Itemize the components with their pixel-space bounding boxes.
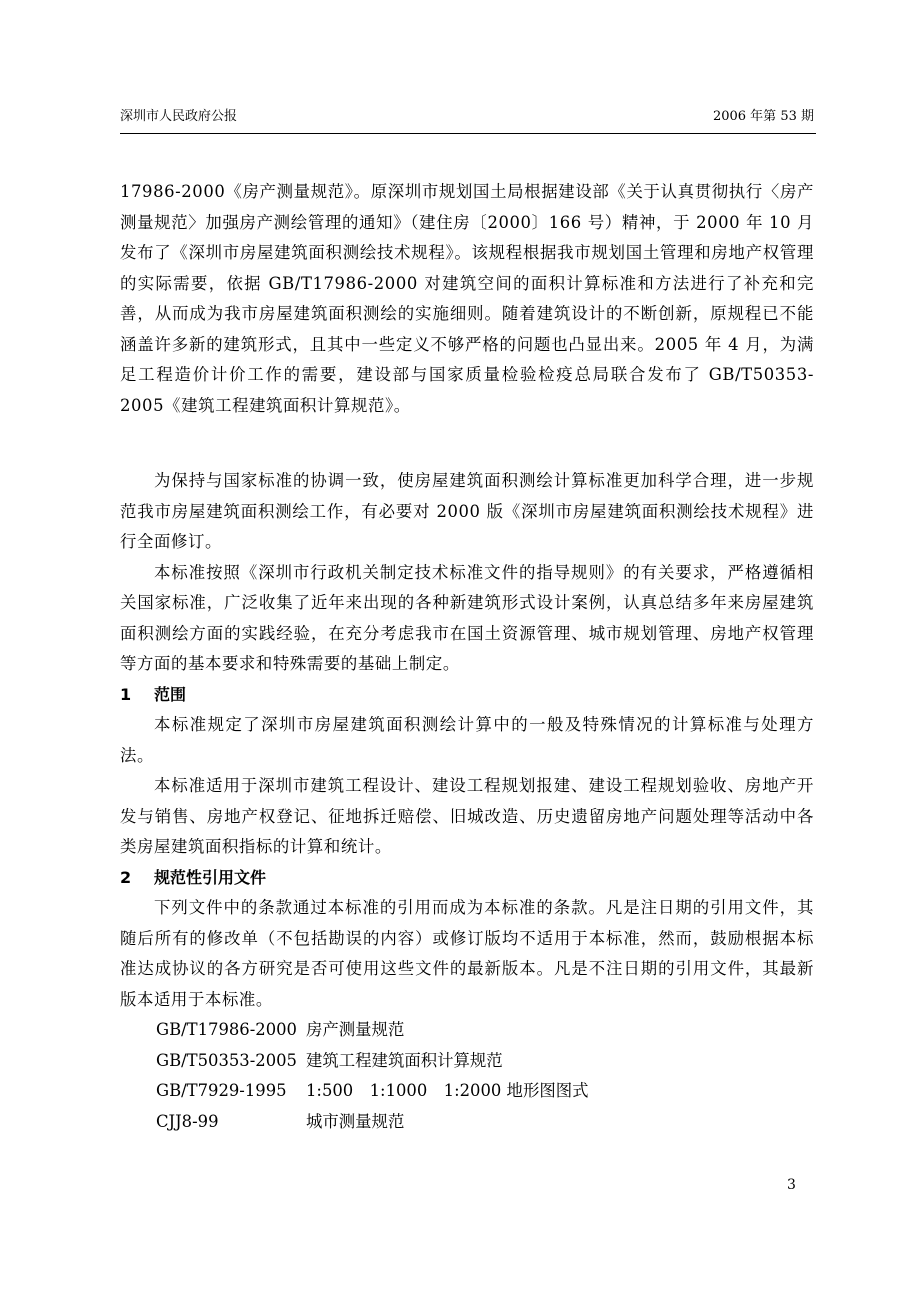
section-number: 2 — [120, 867, 132, 887]
reference-title: 1:500 1:1000 1:2000 地形图图式 — [306, 1081, 589, 1100]
section-heading-normative-references — [120, 863, 814, 894]
paragraph-references-intro: 下列文件中的条款通过本标准的引用而成为本标准的条款。凡是注日期的引用文件，其随后所有的修改单（不包括勘误的内容）或修订版均不适用于本标准，然而，鼓励根据本标准达成协议的各方研究是否可使用这些文件的最新版本。凡是不注日期的引用文件，其最新版本适用于本标准。 — [120, 898, 814, 1009]
reference-list — [120, 1015, 814, 1137]
paragraph-scope-definition: 本标准规定了深圳市房屋建筑面积测绘计算中的一般及特殊情况的计算标准与处理方法。 — [120, 715, 814, 765]
reference-code: CJJ8-99 — [156, 1111, 219, 1131]
reference-code: GB/T50353-2005 — [156, 1050, 297, 1070]
paragraph-intro-continued: 17986-2000《房产测量规范》。原深圳市规划国土局根据建设部《关于认真贯彻执行〈房产测量规范〉加强房产测绘管理的通知》（建住房〔2000〕166 号）精神，于 2000 年 10 月发布了《深圳市房屋建筑面积测绘技术规程》。该规程根据我市规划国土管理和房地产权管理的实际需要，依据 GB/T17986-2000 对建筑空间的面积计算标准和方法进行了补充和完善，从而成为我市房屋建筑面积测绘的实施细则。随着建筑设计的不断创新，原规程已不能涵盖许多新的建筑形式，且其中一些定义不够严格的问题也凸显出来。2005 年 4 月，为满足工程造价计价工作的需要，建设部与国家质量检验检疫总局联合发布了 GB/T50353-2005《建筑工程建筑面积计算规范》。 — [120, 182, 814, 415]
page-header — [120, 107, 816, 134]
publication-title: 深圳市人民政府公报 — [120, 109, 238, 124]
reference-code: GB/T7929-1995 — [156, 1081, 287, 1100]
paragraph-scope-application: 本标准适用于深圳市建筑工程设计、建设工程规划报建、建设工程规划验收、房地产开发与销售、房地产权登记、征地拆迁赔偿、旧城改造、历史遗留房地产问题处理等活动中各类房屋建筑面积指标的计算和统计。 — [120, 776, 814, 856]
section-title: 范围 — [154, 684, 187, 704]
paragraph-basis: 本标准按照《深圳市行政机关制定技术标准文件的指导规则》的有关要求，严格遵循相关国家标准，广泛收集了近年来出现的各种新建筑形式设计案例，认真总结多年来房屋建筑面积测绘方面的实践经验，在充分考虑我市在国土资源管理、城市规划管理、房地产权管理等方面的基本要求和特殊需要的基础上制定。 — [120, 562, 814, 673]
section-number: 1 — [120, 684, 132, 704]
document-body — [120, 177, 814, 1137]
reference-item — [120, 1107, 814, 1138]
reference-code: GB/T17986-2000 — [156, 1020, 297, 1039]
reference-item — [120, 1046, 814, 1077]
section-title: 规范性引用文件 — [154, 867, 267, 887]
reference-title: 城市测量规范 — [306, 1111, 405, 1131]
paragraph-revision-purpose: 为保持与国家标准的协调一致，使房屋建筑面积测绘计算标准更加科学合理，进一步规范我市房屋建筑面积测绘工作，有必要对 2000 版《深圳市房屋建筑面积测绘技术规程》进行全面修订。 — [120, 471, 814, 551]
paragraph-gap — [120, 421, 814, 466]
issue-number: 2006 年第 53 期 — [712, 109, 814, 124]
page-number: 3 — [787, 1177, 796, 1193]
reference-title: 建筑工程建筑面积计算规范 — [306, 1050, 503, 1070]
reference-title: 房产测量规范 — [306, 1020, 405, 1039]
reference-item — [120, 1076, 814, 1107]
section-heading-scope — [120, 680, 814, 711]
reference-item — [120, 1015, 814, 1046]
